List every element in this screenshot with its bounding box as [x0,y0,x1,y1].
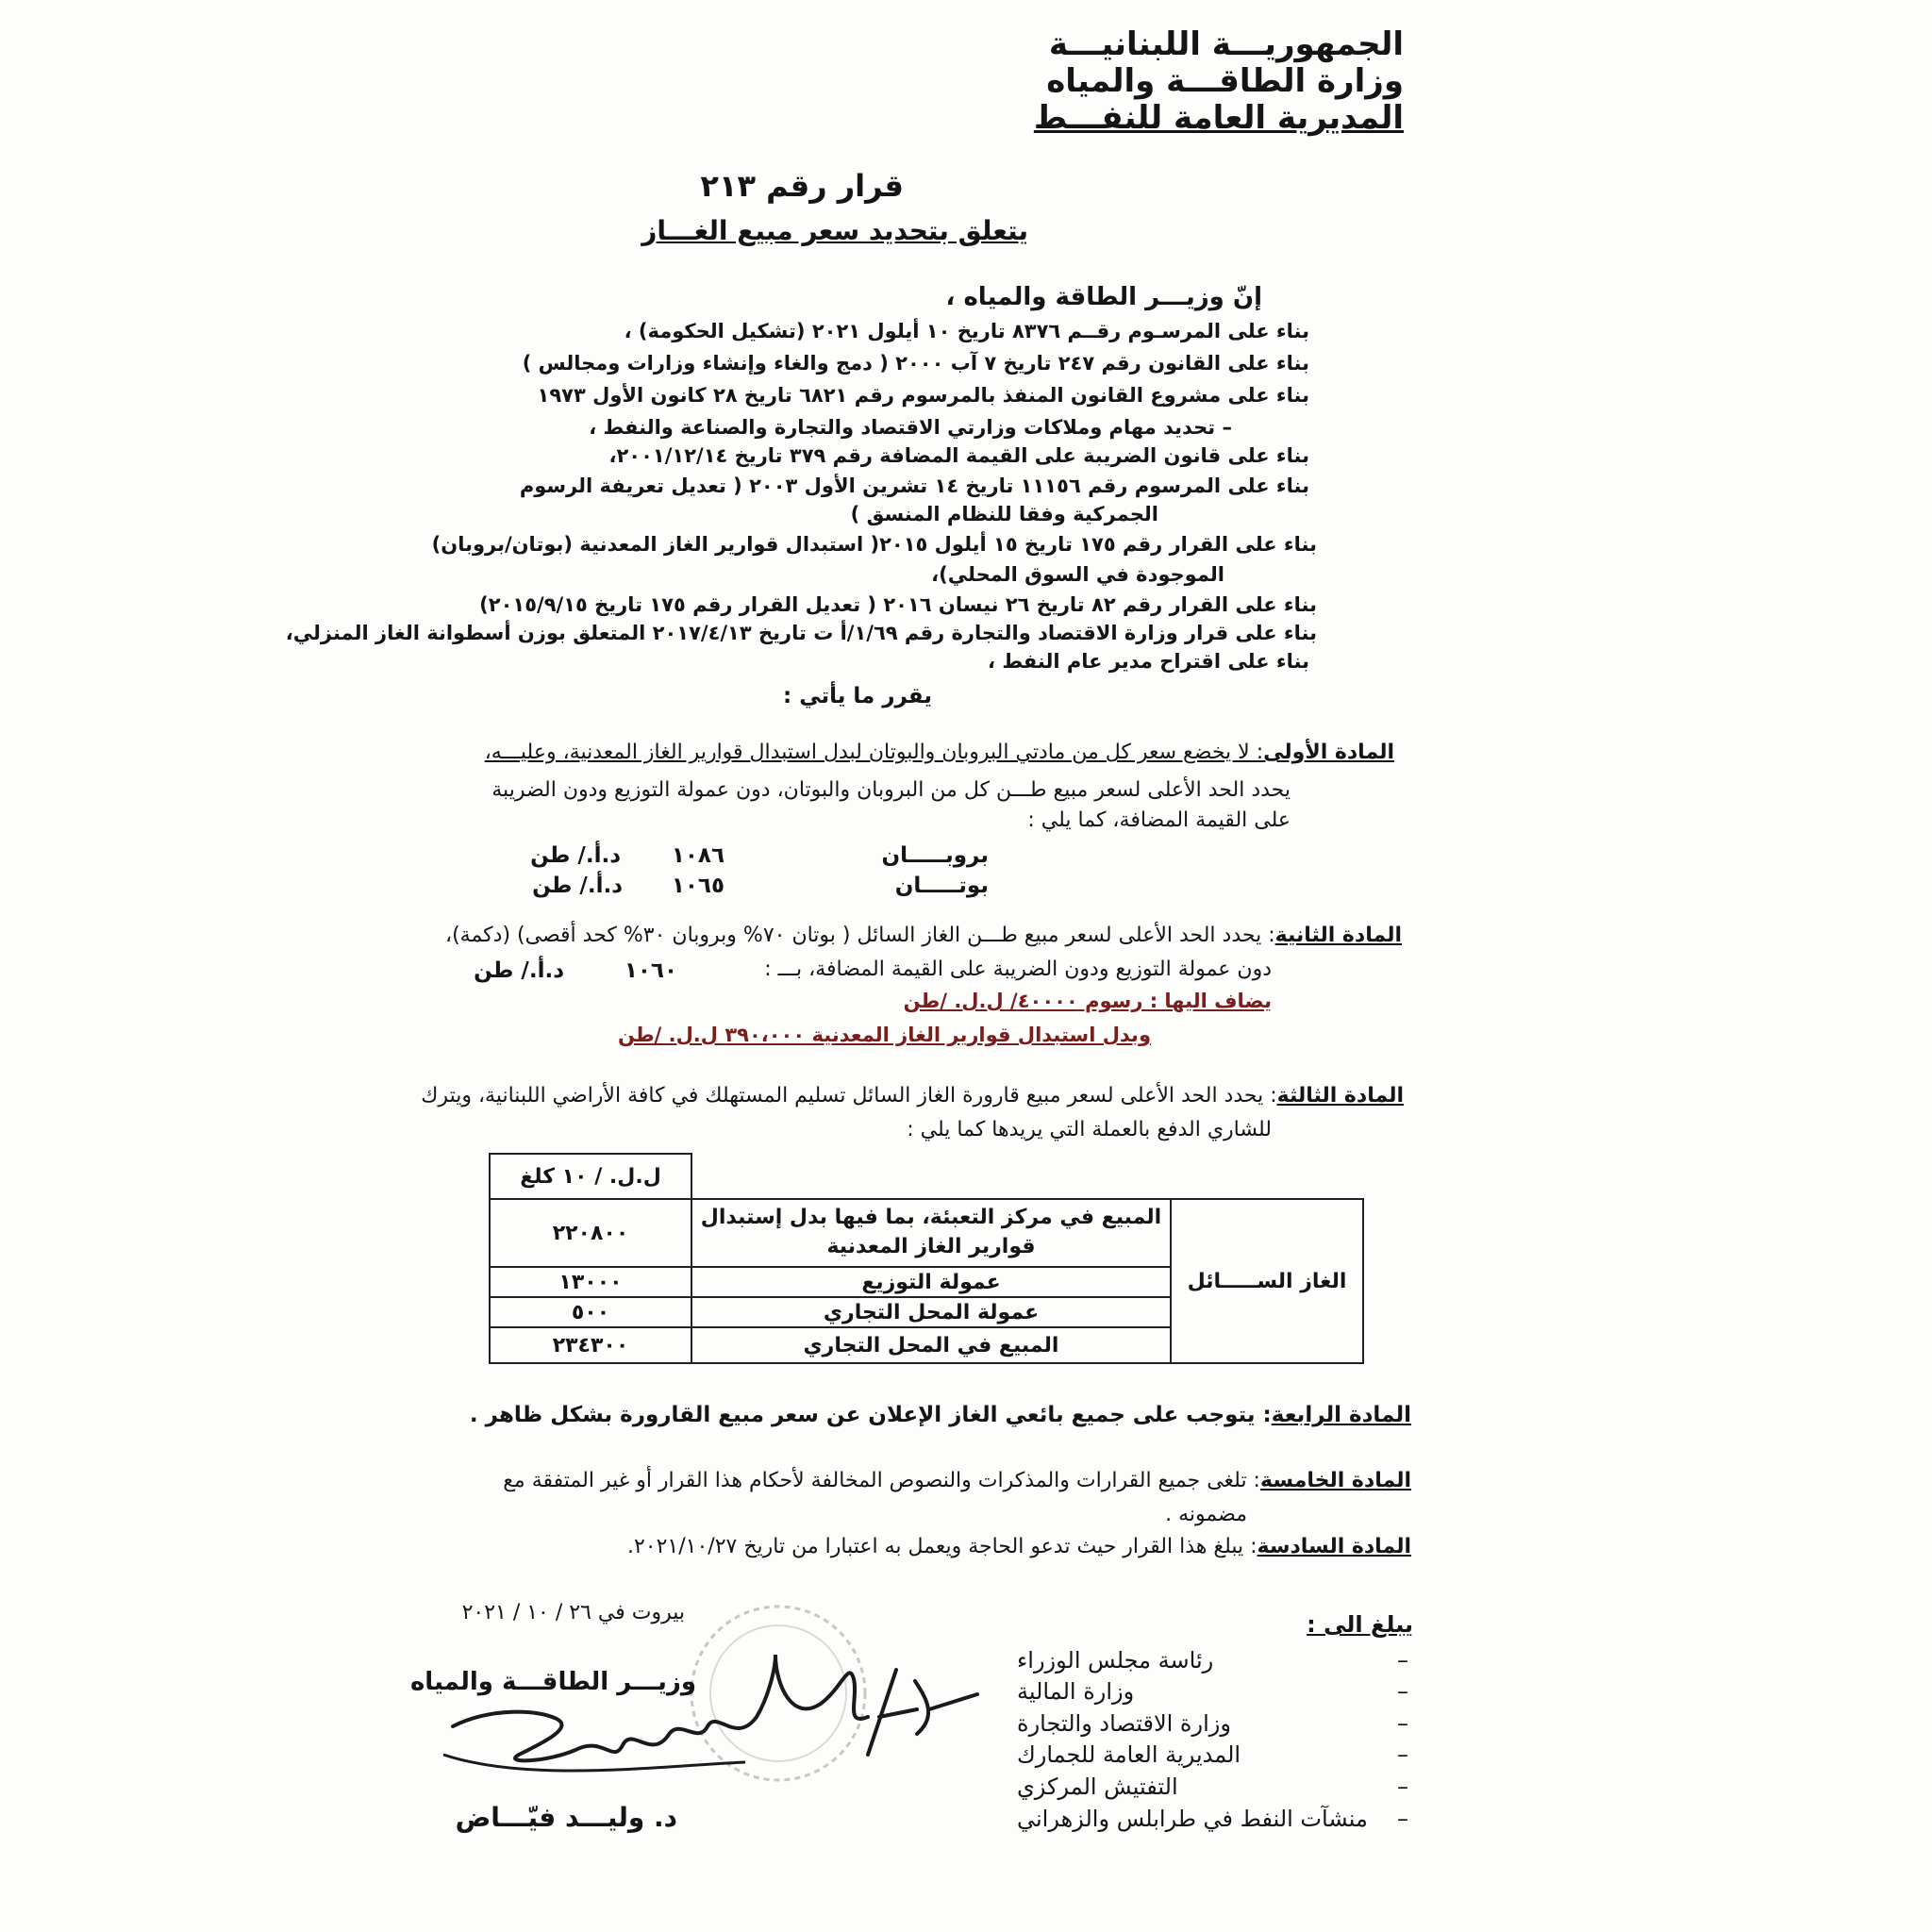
article-5-label: المادة الخامسة [1259,1469,1411,1492]
preamble-line: بناء على المرسـوم رقــم ٨٣٧٦ تاريخ ١٠ أيلول ٢٠٢١ (تشكيل الحكومة) ، [624,320,1309,342]
price-butane-value: ١٠٦٥ [671,874,724,898]
list-item: – وزارة المالية [1017,1678,1408,1706]
preamble-line: بناء على القرار رقم ١٧٥ تاريخ ١٥ أيلول ٢٠١٥( استبدال قوارير الغاز المعدنية (بوتان/بروبان) [431,533,1317,556]
ministry-name: وزارة الطاقـــة والمياه [1046,62,1404,101]
article-2-extra-replacement: وبدل استبدال قوارير الغاز المعدنية ٣٩٠،٠٠٠ ل.ل. /طن [617,1024,1151,1046]
preamble-line: بناء على قانون الضريبة على القيمة المضافة رقم ٣٧٩ تاريخ ٢٠٠١/١٢/١٤، [608,444,1309,467]
decision-number: قرار رقم ٢١٣ [700,168,904,204]
table-value: ٥٠٠ [490,1297,691,1327]
minister-title: وزيـــر الطاقـــة والمياه [409,1668,696,1696]
price-propane-value: ١٠٨٦ [671,843,724,868]
article-5-line-1: المادة الخامسة: تلغى جميع القرارات والمذكرات والنصوص المخالفة لأحكام هذا القرار أو غير المتفقة مع [503,1469,1411,1492]
preamble-line: بناء على اقتراح مدير عام النفط ، [988,650,1309,673]
preamble-line: بناء على القانون رقم ٢٤٧ تاريخ ٧ آب ٢٠٠٠ ( دمج والغاء وإنشاء وزارات ومجالس ) [522,352,1309,375]
list-item: – المديرية العامة للجمارك [1017,1741,1408,1769]
preamble-line: بناء على القرار رقم ٨٢ تاريخ ٢٦ نيسان ٢٠١٦ ( تعديل القرار رقم ١٧٥ تاريخ ٢٠١٥/٩/١٥) [479,593,1317,616]
article-1-label: المادة الأولى [1263,741,1394,764]
table-item: عمولة التوزيع [691,1267,1171,1297]
table-header-row [490,1154,1363,1199]
article-4-label: المادة الرابعة [1271,1403,1411,1427]
list-item: – التفتيش المركزي [1017,1773,1408,1800]
article-1-line-2: يحدد الحد الأعلى لسعر مبيع طـــن كل من البروبان والبوتان، دون عمولة التوزيع ودون الضريبة [491,778,1291,802]
place-date: بيروت في ٢٦ / ١٠ / ٢٠٢١ [461,1601,685,1624]
table-group-label: الغاز الســـــائل [1171,1199,1363,1363]
article-3-line-1: المادة الثالثة: يحدد الحد الأعلى لسعر مبيع قارورة الغاز السائل تسليم المستهلك في كافة الأراضي اللبنانية، ويترك [421,1084,1404,1108]
price-propane-product: بروبـــــان [881,843,989,868]
preamble-line: بناء على قرار وزارة الاقتصاد والتجارة رقم ١/٦٩/أ ت تاريخ ٢٠١٧/٤/١٣ المتعلق بوزن أسطوانة الغاز المنزلي، [285,622,1317,644]
preamble-line: بناء على مشروع القانون المنفذ بالمرسوم رقم ٦٨٢١ تاريخ ٢٨ كانون الأول ١٩٧٣ [537,384,1309,407]
article-6-label: المادة السادسة [1257,1535,1411,1558]
table-item: عمولة المحل التجاري [691,1297,1171,1327]
decision-subject: يتعلق بتحديد سعر مبيع الغـــاز [641,215,1028,246]
country-name: الجمهوريـــة اللبنانيـــة [1048,25,1404,63]
list-item: – منشآت النفط في طرابلس والزهراني [1017,1805,1408,1832]
table-item: المبيع في المحل التجاري [691,1327,1171,1363]
list-item: – رئاسة مجلس الوزراء [1017,1646,1408,1674]
preamble-line: بناء على المرسوم رقم ١١١٥٦ تاريخ ١٤ تشرين الأول ٢٠٠٣ ( تعديل تعريفة الرسوم [519,475,1309,497]
article-6-line: المادة السادسة: يبلغ هذا القرار حيث تدعو الحاجة ويعمل به اعتبارا من تاريخ ٢٠٢١/١٠/٢٧. [626,1535,1411,1558]
price-butane-product: بوتـــــان [894,874,989,898]
article-2-line-1: المادة الثانية: يحدد الحد الأعلى لسعر مبيع طـــن الغاز السائل ( بوتان ٧٠% وبروبان ٣٠% كحد أقصى) (دكمة)، [444,924,1402,947]
table-item: المبيع في مركز التعبئة، بما فيها بدل إستبدال قوارير الغاز المعدنية [691,1199,1171,1267]
article-2-value: ١٠٦٠ [624,958,677,983]
recipients-list [1017,1609,1413,1835]
preamble-line: الجمركية وفقا للنظام المنسق ) [850,503,1158,525]
article-3-label: المادة الثالثة [1276,1084,1404,1108]
article-4-line: المادة الرابعة: يتوجب على جميع بائعي الغاز الإعلان عن سعر مبيع القارورة بشكل ظاهر . [469,1403,1411,1427]
table-value: ٢٣٤٣٠٠ [490,1327,691,1363]
list-item: – وزارة الاقتصاد والتجارة [1017,1709,1408,1737]
article-5-line-2: مضمونه . [1165,1503,1247,1526]
preamble-line: الموجودة في السوق المحلي)، [931,563,1224,586]
decides-line: يقرر ما يأتي : [782,684,932,708]
article-2-label: المادة الثانية [1274,924,1402,947]
letterhead [1008,26,1404,137]
notify-label: يبلغ الى : [1307,1611,1413,1638]
minister-name: د. وليـــد فيّـــاض [455,1802,677,1833]
price-propane-unit: د.أ./ طن [530,843,621,868]
table-row [490,1199,1363,1267]
table-unit-header: ل.ل. / ١٠ كلغ [490,1154,691,1199]
gas-price-table [489,1153,1364,1364]
table-value: ١٣٠٠٠ [490,1267,691,1297]
article-2-extra-fees: يضاف اليها : رسوم ٤٠٠٠٠/ ل.ل. /طن [903,990,1272,1012]
price-butane-unit: د.أ./ طن [532,874,623,898]
table-value: ٢٢٠٨٠٠ [490,1199,691,1267]
article-2-unit: د.أ./ طن [474,958,564,983]
article-2-line-2: دون عمولة التوزيع ودون الضريبة على القيمة المضافة، بـــ : [764,958,1272,981]
article-1-line-3: على القيمة المضافة، كما يلي : [1027,808,1291,832]
preamble-line: – تحديد مهام وملاكات وزارتي الاقتصاد والتجارة والصناعة والنفط ، [589,416,1232,439]
directorate-name: المديرية العامة للنفـــط [1033,99,1404,138]
preamble-intro: إنّ وزيـــر الطاقة والمياه ، [945,283,1262,311]
article-3-line-2: للشاري الدفع بالعملة التي يريدها كما يلي : [907,1118,1272,1141]
article-1-line-1: المادة الأولى: لا يخضع سعر كل من مادتي البروبان والبوتان لبدل استبدال قوارير الغاز المعدنية، وعليـــه، [484,741,1394,764]
